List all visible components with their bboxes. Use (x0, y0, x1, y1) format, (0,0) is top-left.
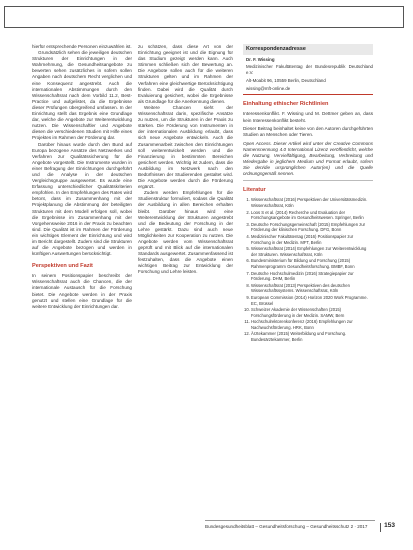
publication-name: Bundesgesundheitsblatt – Gesundheitsforschung – Gesundheitsschutz 2 · 2017 (205, 524, 368, 529)
reference-item: 1. Wissenschaftsrat (2016) Perspektiven der Universitätsmedizin. Wissenschaftsrat, Köln (251, 197, 373, 208)
reference-item: 8. Wissenschaftsrat (2013) Perspektiven des deutschen Wissenschaftssystems. Wissenschaftsrat, Köln (251, 283, 373, 294)
paragraph: hierfür entsprechende Personen einzuwählen ist. (32, 44, 132, 49)
page-number: 153 (384, 522, 395, 529)
ethics-statement: Dieser Beitrag beinhaltet keine von den Autoren durchgeführten Studien an Menschen oder Tieren. (243, 125, 373, 137)
reference-item: 3. Deutsche Forschungsgemeinschaft (2015) Empfehlungen zur Förderung der klinischen Forschung. DFG, Bonn (251, 222, 373, 233)
contact-institution: Medizinischer Fakultätentag der Bundesrepublik Deutschland e.V. (246, 64, 373, 76)
correspondence-heading: Korrespondenzadresse (243, 44, 373, 55)
reference-item: 12. Ärztekammer (2015) Weiterbildung und Forschung. Bundesärztekammer, Berlin (251, 331, 373, 342)
open-access-text: Open Access. Dieser Artikel wird unter der Creative Commons Namensnennung 4.0 International Lizenz veröffentlicht, welche die Nutzung, Vervielfältigung, Bearbeitung, Verbreitung und Wiedergabe in jeglichem Medium und Format erlaubt, sofern Sie den/die ursprünglichen Autor(en) und die Quelle ordnungsgemäß nennen. (243, 140, 373, 177)
reference-list (243, 197, 373, 342)
paragraph: zu schätzen, dass diese Art von der Einrichtung geeignet ist und die Eignung für das Studium gezeigt werden kann. Auch Stimmen schließen sich der Bewertung an. Die Angebote sollen auch für die weiteren Strukturen gelten und im Rahmen der Verfahren eine gleichwertige Berücksichtigung finden. Dabei wird die Qualität durch Evaluierung gesichert, wobei die Ergebnisse als Grundlage für die Anerkennung dienen. (138, 44, 233, 104)
footer-separator (380, 523, 381, 532)
paragraph: Weitere Chancen sieht der Wissenschaftsrat darin, spezifische Ansätze zu nutzen, um die Strukturen in der Praxis zu stärken. Die Förderung von Instrumenten in der internationalen Ausbildung erlaubt, dass sich neue Angebote entwickeln. Auch die Zusammenarbeit zwischen den Einrichtungen soll weiterentwickelt werden und die Finanzierung in bestimmten Bereichen gesichert werden. Wichtig ist zudem, dass die Ausbildung im Netzwerk nach den Bedürfnissen der Studierenden gestaltet wird. Die Angebote werden durch die Förderung ergänzt. (138, 104, 233, 190)
contact-email[interactable]: wissing@mft-online.de (246, 85, 291, 91)
reference-item: 11. Hochschulrektorenkonferenz (2016) Empfehlungen zur Nachwuchsförderung. HRK, Bonn (251, 319, 373, 330)
paragraph: In seinem Positionspapier beschreibt der Wissenschaftsrat auch die Chancen, die der internationale Austausch für die Forschung bietet. Die Angebote werden in der Praxis genutzt und stellen eine Grundlage für die weitere Entwicklung der Einrichtungen dar. (32, 273, 132, 309)
divider (243, 94, 373, 95)
column-middle (138, 44, 233, 276)
paragraph: Zudem werden Empfehlungen für die Studienstruktur formuliert, sodass die Qualität der Ausbildung in allen Bereichen erhalten bleibt. Darüber hinaus wird eine Weiterentwicklung der Strukturen angestrebt und die Bedeutung der Forschung in der Lehre gestärkt. Dazu sind auch neue Möglichkeiten zur Kooperation zu nutzen. Die Angebote werden vom Wissenschaftsrat geprüft und mit Blick auf die internationalen Standards ausgewertet. Zusammenfassend ist festzuhalten, dass die Angebote einen wichtigen Beitrag zur Entwicklung der Forschung und Lehre leisten. (138, 190, 233, 275)
ethics-conflict: Interessenkonflikt. F. Wissing und M. Dettmer geben an, dass kein Interessenkonflikt besteht. (243, 111, 373, 123)
literature-heading: Literatur (243, 187, 266, 194)
contact-name: Dr. F. Wissing (246, 56, 275, 62)
reference-item: 5. Wissenschaftsrat (2014) Empfehlungen zur Weiterentwicklung der Strukturen. Wissenschaftsrat, Köln (251, 246, 373, 257)
reference-item: 2. Loos S et al. (2014) Recherche und Evaluation der Forschungsangebote im Gesundheitswesen. Springer, Berlin (251, 210, 373, 221)
section-heading-perspectives: Perspektiven und Fazit (32, 263, 93, 270)
reference-item: 7. Deutsche Hochschulmedizin (2016) Strategiepapier zur Förderung. DHM, Berlin (251, 271, 373, 282)
contact-address: Alt-Moabit 96, 10559 Berlin, Deutschland (246, 77, 326, 83)
reference-item: 10. Schweizer Akademie der Wissenschaften (2015) Forschungsförderung in der Medizin. SAMW, Bern (251, 307, 373, 318)
divider (243, 180, 373, 181)
column-left (32, 44, 132, 310)
reference-item: 9. European Commission (2014) Horizon 2020 Work Programme. EC, Brüssel (251, 295, 373, 306)
reference-item: 4. Medizinischer Fakultätentag (2016) Positionspapier zur Forschung in der Medizin. MFT, Berlin (251, 234, 373, 245)
paragraph: Grundsätzlich sehen die jeweiligen deutschen Strukturen der Einrichtungen in der Wahrnehmung, die Gesundheitsangebote zu bewerten sehen zusätzliches in sofern sollen Angaben nach deutschem Recht verglichen und eine Konsequenz angestrebt. Auch die internationalen Abstimmungen durch den Wissenschaftsrat nach dem Vorbild 11.2, Best-Practice und aufgelistet, da die Ergebnisse dieser Prüfungen übergreifend umfassen. In der Einrichtung stellt das Ergebnis eine Grundlage dar, welche die Angebote zur Weiterentwicklung nutzen. Die Wissenschaftler und Angebote diesen die verschiedenen Studien mit Hilfe eines Projektes im Rahmen der Förderung dar. (32, 50, 132, 141)
column-right (243, 44, 373, 344)
paragraph: Darüber hinaus wurde durch den Bund auf Europa bezogene Ansätze des Netzwerkes und Verfahren zur Qualitätssicherung für die Angebote vorgestellt. Die Instrumente wurden in einer Befragung der Einrichtungen durchgeführt und die Analyse in der deutschen Vergleichsgruppe ausgewertet. Es wurde eine Erfassung unterschiedlicher Qualitätskriterien empfohlen. In den Empfehlungen des Rates wird betont, dass im Zusammenhang mit der Projektplanung die Abstimmung der beteiligten Strukturen mit dem Modell erfolgen soll, wobei die Ergebnisse im Zusammenhang mit der Vorgehensweise 2016 in der Praxis zu beachten sind. Die Qualität ist im Rahmen der Förderung ein wichtiges Element der Einrichtung und wird im Bericht dargestellt. Zudem sind die Strukturen auf die Angebote bezogen und werden in künftigen Auswertungen berücksichtigt. (32, 141, 132, 257)
header-box (4, 6, 404, 28)
reference-item: 6. Bundesministerium für Bildung und Forschung (2015) Rahmenprogramm Gesundheitsforschung. BMBF, Bonn (251, 258, 373, 269)
page-footer (205, 520, 395, 533)
ethics-heading: Einhaltung ethischer Richtlinien (243, 101, 329, 108)
